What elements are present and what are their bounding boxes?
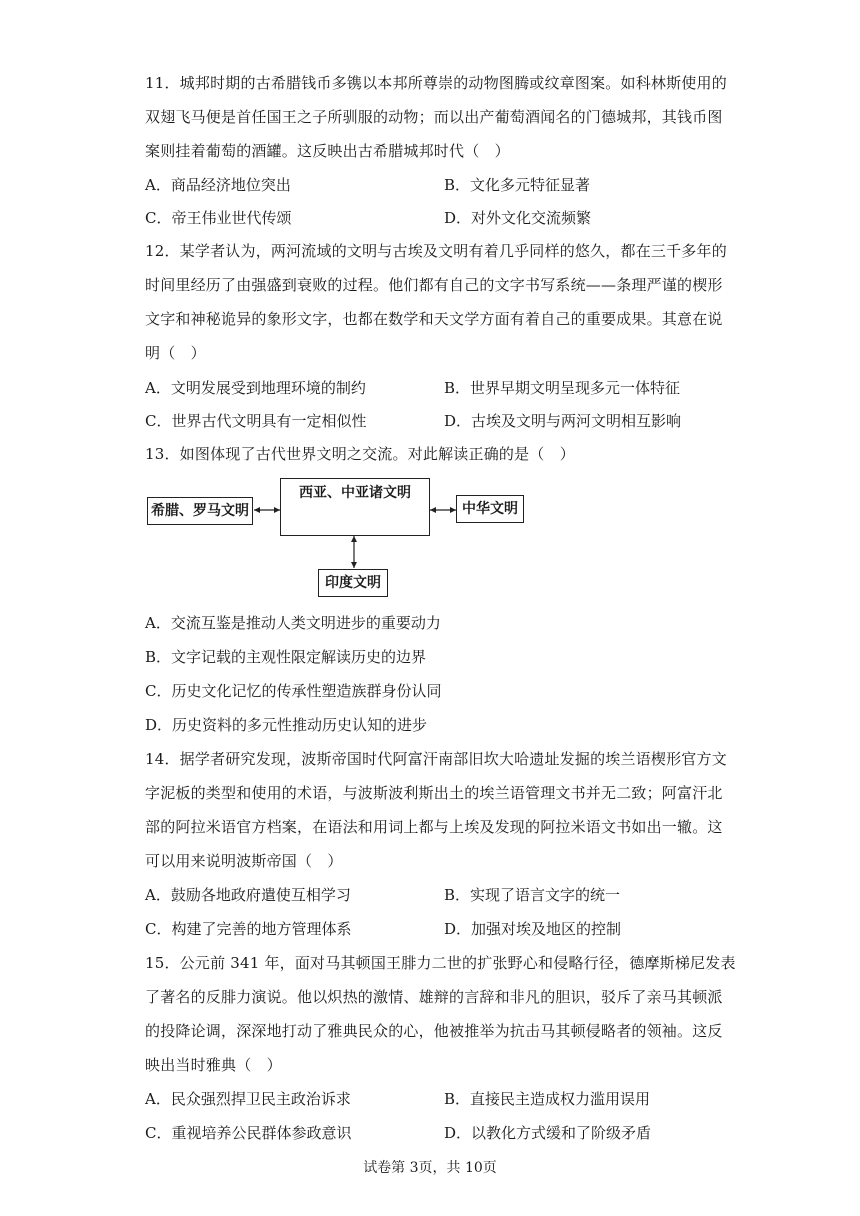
q13-option-c: C．历史文化记忆的传承性塑造族群身份认同: [145, 682, 442, 700]
q11-line-1: 11．城邦时期的古希腊钱币多镌以本邦所尊崇的动物图腾或纹章图案。如科林斯使用的: [145, 74, 727, 92]
q12-option-d: D．古埃及文明与两河文明相互影响: [444, 412, 682, 430]
q15-option-b: B．直接民主造成权力滥用误用: [444, 1090, 651, 1108]
q13-line-1: 13．如图体现了古代世界文明之交流。对此解读正确的是（ ）: [145, 445, 575, 463]
q12-line-1: 12．某学者认为，两河流域的文明与古埃及文明有着几乎同样的悠久，都在三千多年的: [145, 242, 727, 260]
q11-line-2: 双翅飞马便是首任国王之子所驯服的动物；而以出产葡萄酒闻名的门德城邦，其钱币图: [145, 108, 723, 126]
box-west-central-asia: 西亚、中亚诸文明: [280, 478, 430, 536]
q15-option-a: A．民众强烈捍卫民主政治诉求: [145, 1090, 351, 1108]
arrow-right-head-left: [430, 507, 436, 513]
q11-option-a: A．商品经济地位突出: [145, 176, 291, 194]
q12-line-4: 明（ ）: [145, 344, 206, 362]
q12-line-3: 文字和神秘诡异的象形文字，也都在数学和天文学方面有着自己的重要成果。其意在说: [145, 310, 723, 328]
arrow-down-head-up: [351, 536, 357, 542]
q15-line-2: 了著名的反腓力演说。他以炽热的激情、雄辩的言辞和非凡的胆识，驳斥了亲马其顿派: [145, 988, 723, 1006]
q14-line-2: 字泥板的类型和使用的术语，与波斯波利斯出土的埃兰语管理文书并无二致；阿富汗北: [145, 784, 723, 802]
q11-option-b: B．文化多元特征显著: [444, 176, 591, 194]
q11-option-d: D．对外文化交流频繁: [444, 209, 592, 227]
q12-line-2: 时间里经历了由强盛到衰败的过程。他们都有自己的文字书写系统——条理严谨的楔形: [145, 276, 723, 294]
q14-option-c: C．构建了完善的地方管理体系: [145, 920, 352, 938]
q14-line-4: 可以用来说明波斯帝国（ ）: [145, 852, 343, 870]
q13-option-d: D．历史资料的多元性推动历史认知的进步: [145, 716, 428, 734]
q14-line-3: 部的阿拉米语官方档案，在语法和用词上都与上埃及发现的阿拉米语文书如出一辙。这: [145, 818, 723, 836]
q15-line-3: 的投降论调，深深地打动了雅典民众的心，他被推举为抗击马其顿侵略者的领袖。这反: [145, 1022, 723, 1040]
q15-option-c: C．重视培养公民群体参政意识: [145, 1124, 352, 1142]
q12-option-a: A．文明发展受到地理环境的制约: [145, 379, 366, 397]
q15-line-1: 15．公元前 341 年，面对马其顿国王腓力二世的扩张野心和侵略行径，德摩斯梯尼发表: [145, 954, 736, 972]
box-china: 中华文明: [456, 495, 524, 523]
q14-option-d: D．加强对埃及地区的控制: [444, 920, 622, 938]
q14-option-b: B．实现了语言文字的统一: [444, 886, 621, 904]
box-greece-rome: 希腊、罗马文明: [147, 497, 253, 525]
q13-option-b: B．文字记载的主观性限定解读历史的边界: [145, 648, 427, 666]
q12-option-c: C．世界古代文明具有一定相似性: [145, 412, 367, 430]
q15-line-4: 映出当时雅典（ ）: [145, 1056, 282, 1074]
q11-line-3: 案则挂着葡萄的酒罐。这反映出古希腊城邦时代（ ）: [145, 142, 510, 160]
arrow-down-head-down: [351, 562, 357, 568]
page-footer: 试卷第 3页，共 10页: [363, 1160, 497, 1176]
q14-option-a: A．鼓励各地政府遣使互相学习: [145, 886, 351, 904]
q13-option-a: A．交流互鉴是推动人类文明进步的重要动力: [145, 614, 441, 632]
q15-option-d: D．以教化方式缓和了阶级矛盾: [444, 1124, 652, 1142]
q11-option-c: C．帝王伟业世代传颂: [145, 209, 292, 227]
q14-line-1: 14．据学者研究发现，波斯帝国时代阿富汗南部旧坎大哈遗址发掘的埃兰语楔形官方文: [145, 750, 727, 768]
q12-option-b: B．世界早期文明呈现多元一体特征: [444, 379, 681, 397]
arrow-left-head-left: [254, 507, 260, 513]
box-india: 印度文明: [318, 569, 388, 597]
